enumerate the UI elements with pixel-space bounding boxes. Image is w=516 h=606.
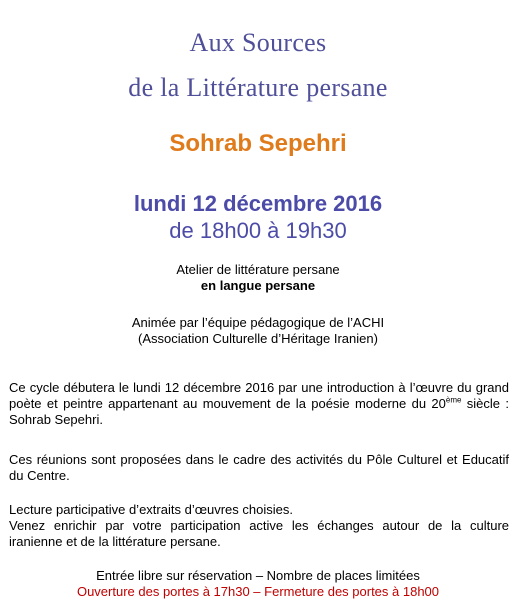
doors-info: Ouverture des portes à 17h30 – Fermeture des portes à 18h00 [76, 584, 440, 599]
title-line-2: de la Littérature persane [128, 73, 388, 102]
intro-text-end: siècle : Sohrab Sepehri. [9, 396, 509, 427]
title-line-1: Aux Sources [189, 28, 327, 57]
association-name: (Association Culturelle d’Héritage Iranien) [138, 331, 378, 346]
intro-paragraph [9, 380, 509, 428]
event-date: lundi 12 décembre 2016 [133, 191, 383, 216]
invitation-paragraph: Venez enrichir par votre participation active les échanges autour de la culture iranienne et de la littérature persane. [9, 518, 509, 549]
intro-text-start: Ce cycle débutera le lundi 12 décembre 2016 par une introduction à l’œuvre du grand poète et peintre appartenant au mouvement de la poésie moderne du 20 [9, 380, 509, 411]
poet-name: Sohrab Sepehri [169, 130, 347, 157]
event-time: de 18h00 à 19h30 [169, 218, 347, 243]
reading-line: Lecture participative d’extraits d’œuvres choisies. [9, 502, 293, 517]
led-by: Animée par l’équipe pédagogique de l’ACHI [131, 315, 385, 330]
century-suffix: ème [445, 395, 462, 405]
entry-info: Entrée libre sur réservation – Nombre de places limitées [96, 568, 420, 583]
workshop-title: Atelier de littérature persane [176, 262, 340, 277]
context-paragraph: Ces réunions sont proposées dans le cadre des activités du Pôle Culturel et Educatif du Centre. [9, 452, 509, 483]
workshop-language: en langue persane [200, 278, 316, 293]
